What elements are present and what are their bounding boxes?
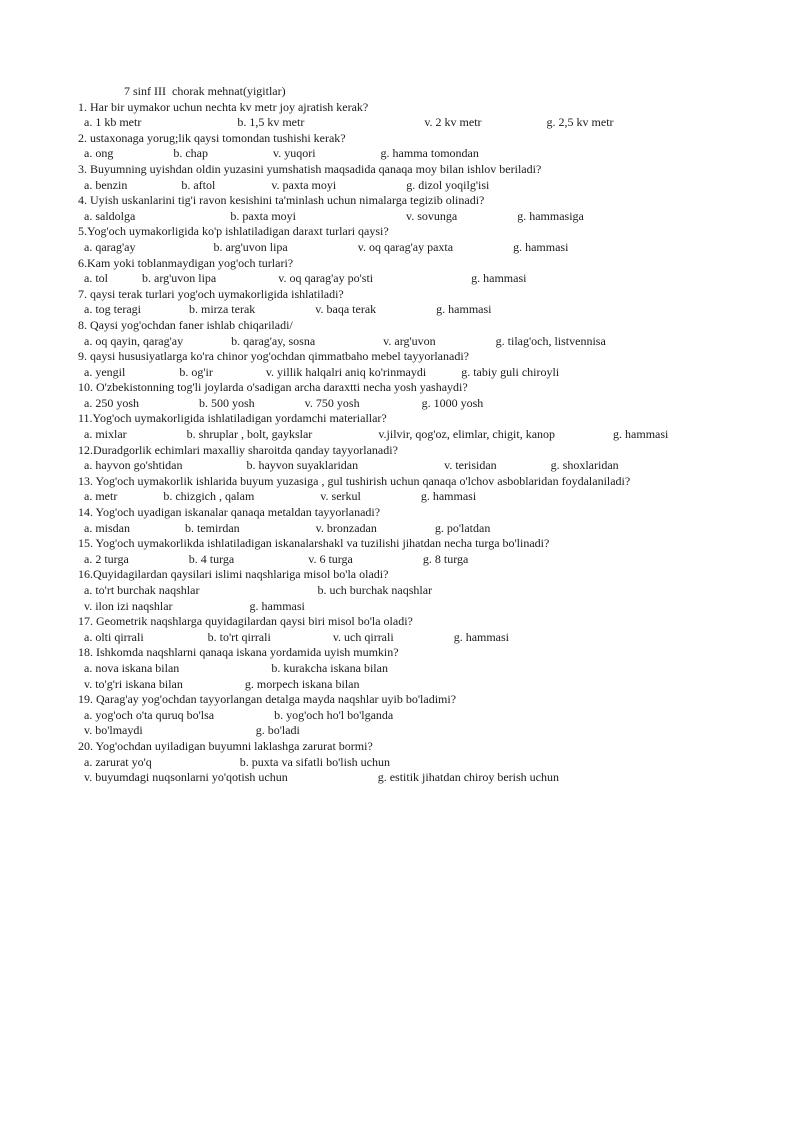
answer-options-row [78,521,778,537]
answer-option: b. temirdan [185,520,240,535]
answer-option: g. hammasi [249,598,305,613]
answer-options-row [78,427,778,443]
answer-option: g. hammasi [453,629,510,644]
answer-options-row [78,115,778,131]
answer-option: v. paxta moyi [271,177,337,192]
answer-option: b. yog'och ho'l bo'lganda [274,707,394,722]
answer-option: v. terisidan [444,458,497,473]
answer-option: a. tol [84,271,108,286]
question-text: 2. ustaxonaga yorug;lik qaysi tomondan tushishi kerak? [78,130,346,145]
answer-option: a. yengil [84,364,126,379]
answer-option: a. yog'och o'ta quruq bo'lsa [84,707,215,722]
answer-option: b. chap [173,146,208,161]
answer-options-row [78,396,778,412]
answer-option: g. estitik jihatdan chiroy berish uchun [377,770,559,785]
question-text: 18. Ishkomda naqshlarni qanaqa iskana yordamida uyish mumkin? [78,645,399,660]
answer-option: g. morpech iskana bilan [244,676,360,691]
answer-option: a. tog teragi [84,302,141,317]
question-text: 13. Yog'och uymakorlik ishlarida buyum yuzasiga , gul tushirish uchun qanaqa o'lchov asboblaridan foydalaniladi? [78,473,631,488]
question-text: 10. O'zbekistonning tog'li joylarda o'sadigan archa daraxtti necha yosh yashaydi? [78,380,468,395]
answer-option: b. shruplar , bolt, gaykslar [186,427,313,442]
question-text: 17. Geometrik naqshlarga quyidagilardan qaysi biri misol bo'la oladi? [78,614,413,629]
answer-option: g. hamma tomondan [380,146,479,161]
answer-options-row [78,365,778,381]
answer-option: b. kurakcha iskana bilan [271,660,388,675]
answer-option: a. ong [84,146,114,161]
answer-options-row [78,209,778,225]
answer-options-row [78,146,778,162]
answer-option: a. 1 kb metr [84,115,142,130]
answer-option: b. arg'uvon lipa [142,271,217,286]
answer-option: v. 750 yosh [304,395,360,410]
answer-options-row [78,661,778,677]
answer-option: g. po'latdan [434,520,491,535]
answer-options-row [78,755,778,771]
document-title: 7 sinf III chorak mehnat(yigitlar) [124,84,286,98]
answer-option: g. hammasi [513,239,569,254]
answer-option: g. 8 turga [422,551,469,566]
answer-options-row [78,583,778,599]
answer-option: a. nova iskana bilan [84,660,180,675]
answer-option: v. sovunga [405,208,458,223]
answer-option: g. hammasi [613,427,669,442]
answer-option: a. metr [84,489,118,504]
answer-option: b. uch burchak naqshlar [317,583,433,597]
question-text: 1. Har bir uymakor uchun nechta kv metr joy ajratish kerak? [78,99,369,114]
answer-options-row [78,302,778,318]
question-text: 15. Yog'och uymakorlikda ishlatiladigan iskanalarshakl va tuzilishi jihatdan necha turga bo'linadi? [78,536,550,551]
answer-option: a. zarurat yo'q [84,754,152,769]
answer-option: a. misdan [84,520,130,535]
answer-options-row [78,458,778,474]
answer-option: v. oq qarag'ay po'sti [278,271,374,286]
answer-options-row [78,723,778,739]
answer-option: a. 2 turga [84,551,129,566]
answer-option: b. aftol [181,177,216,192]
answer-option: v. uch qirrali [332,629,394,644]
answer-option: g. dizol yoqilg'isi [406,177,490,192]
answer-option: g. tabiy guli chiroyli [461,364,560,379]
answer-option: v. bo'lmaydi [84,723,143,738]
answer-option: v. yillik halqalri aniq ko'rinmaydi [265,364,427,379]
answer-option: b. mirza terak [188,302,256,317]
answer-option: v. to'g'ri iskana bilan [84,676,183,691]
answer-options-row [78,334,778,350]
answer-options-row [78,599,778,615]
answer-option: a. mixlar [84,427,127,442]
answer-option: v. arg'uvon [383,333,436,348]
question-text: 5.Yog'och uymakorligida ko'p ishlatiladigan daraxt turlari qaysi? [78,224,389,239]
answer-options-row [78,271,778,287]
answer-option: a. oq qayin, qarag'ay [84,333,184,348]
question-text: 9. qaysi hususiyatlarga ko'ra chinor yog'ochdan qimmatbaho mebel tayyorlanadi? [78,349,469,364]
answer-option: a. benzin [84,177,128,192]
answer-option: a. qarag'ay [84,239,136,254]
question-text: 11.Yog'och uymakorligida ishlatiladigan yordamchi materiallar? [78,411,387,426]
answer-options-row [78,770,778,786]
answer-option: g. 2,5 kv metr [546,115,614,130]
answer-option: g. hammasi [471,271,527,286]
answer-option: a. saldolga [84,208,136,223]
answer-option: b. 4 turga [188,551,235,566]
question-text: 14. Yog'och uyadigan iskanalar qanaqa metaldan tayyorlanadi? [78,505,381,520]
answer-options-row [78,552,778,568]
answer-option: v. baqa terak [315,302,377,317]
answer-option: b. to'rt qirrali [207,629,271,644]
answer-option: v. yuqori [272,146,316,161]
answer-option: g. 1000 yosh [421,395,484,410]
answer-option: b. 500 yosh [199,395,255,410]
answer-option: b. puxta va sifatli bo'lish uchun [239,754,390,769]
answer-options-row [78,240,778,256]
answer-option: v. bronzadan [315,520,377,535]
answer-option: a. hayvon go'shtidan [84,458,183,473]
question-text: 20. Yog'ochdan uyiladigan buyumni laklashga zarurat bormi? [78,738,373,753]
answer-option: v. ilon izi naqshlar [84,598,173,613]
question-text: 4. Uyish uskanlarini tig'i ravon kesishini ta'minlash uchun nimalarga tegizib olinadi? [78,193,485,208]
answer-option: a. 250 yosh [84,395,139,410]
answer-option: b. qarag'ay, sosna [231,333,316,348]
answer-option: g. tilag'och, listvennisa [495,333,606,348]
answer-option: g. hammasi [420,489,477,504]
answer-option: a. to'rt burchak naqshlar [84,583,200,597]
test-document [78,84,778,786]
answer-option: b. hayvon suyaklaridan [246,458,359,473]
answer-option: a. olti qirrali [84,629,144,644]
answer-option: v.jilvir, qog'oz, elimlar, chigit, kanop [378,427,556,442]
question-text: 6.Kam yoki toblanmaydigan yog'och turlari? [78,255,294,270]
answer-option: v. buyumdagi nuqsonlarni yo'qotish uchun [84,770,288,785]
question-text: 16.Quyidagilardan qaysilari islimi naqshlariga misol bo'la oladi? [78,567,389,582]
answer-option: g. bo'ladi [255,723,300,738]
answer-option: b. chizgich , qalam [163,489,255,504]
question-text: 19. Qarag'ay yog'ochdan tayyorlangan detalga mayda naqshlar uyib bo'ladimi? [78,692,457,707]
answer-option: v. serkul [320,489,361,504]
answer-option: b. arg'uvon lipa [213,239,288,254]
answer-option: b. 1,5 kv metr [237,115,305,130]
answer-option: v. oq qarag'ay paxta [357,239,454,254]
answer-options-row [78,630,778,646]
answer-option: g. hammasi [436,302,492,317]
answer-options-row [78,708,778,724]
answer-option: g. hammasiga [517,208,584,223]
answer-option: b. og'ir [179,364,213,379]
question-list [78,100,778,786]
answer-option: v. 6 turga [308,551,353,566]
answer-option: v. 2 kv metr [424,115,482,130]
answer-option: b. paxta moyi [230,208,296,223]
question-text: 3. Buyumning uyishdan oldin yuzasini yumshatish maqsadida qanaqa moy bilan ishlov beriladi? [78,161,542,176]
answer-options-row [78,489,778,505]
question-text: 12.Duradgorlik echimlari maxalliy sharoitda qanday tayyorlanadi? [78,442,398,457]
answer-options-row [78,677,778,693]
answer-option: g. shoxlaridan [550,458,619,473]
question-text: 8. Qaysi yog'ochdan faner ishlab chiqariladi/ [78,317,293,332]
answer-options-row [78,178,778,194]
question-text: 7. qaysi terak turlari yog'och uymakorligida ishlatiladi? [78,286,344,301]
